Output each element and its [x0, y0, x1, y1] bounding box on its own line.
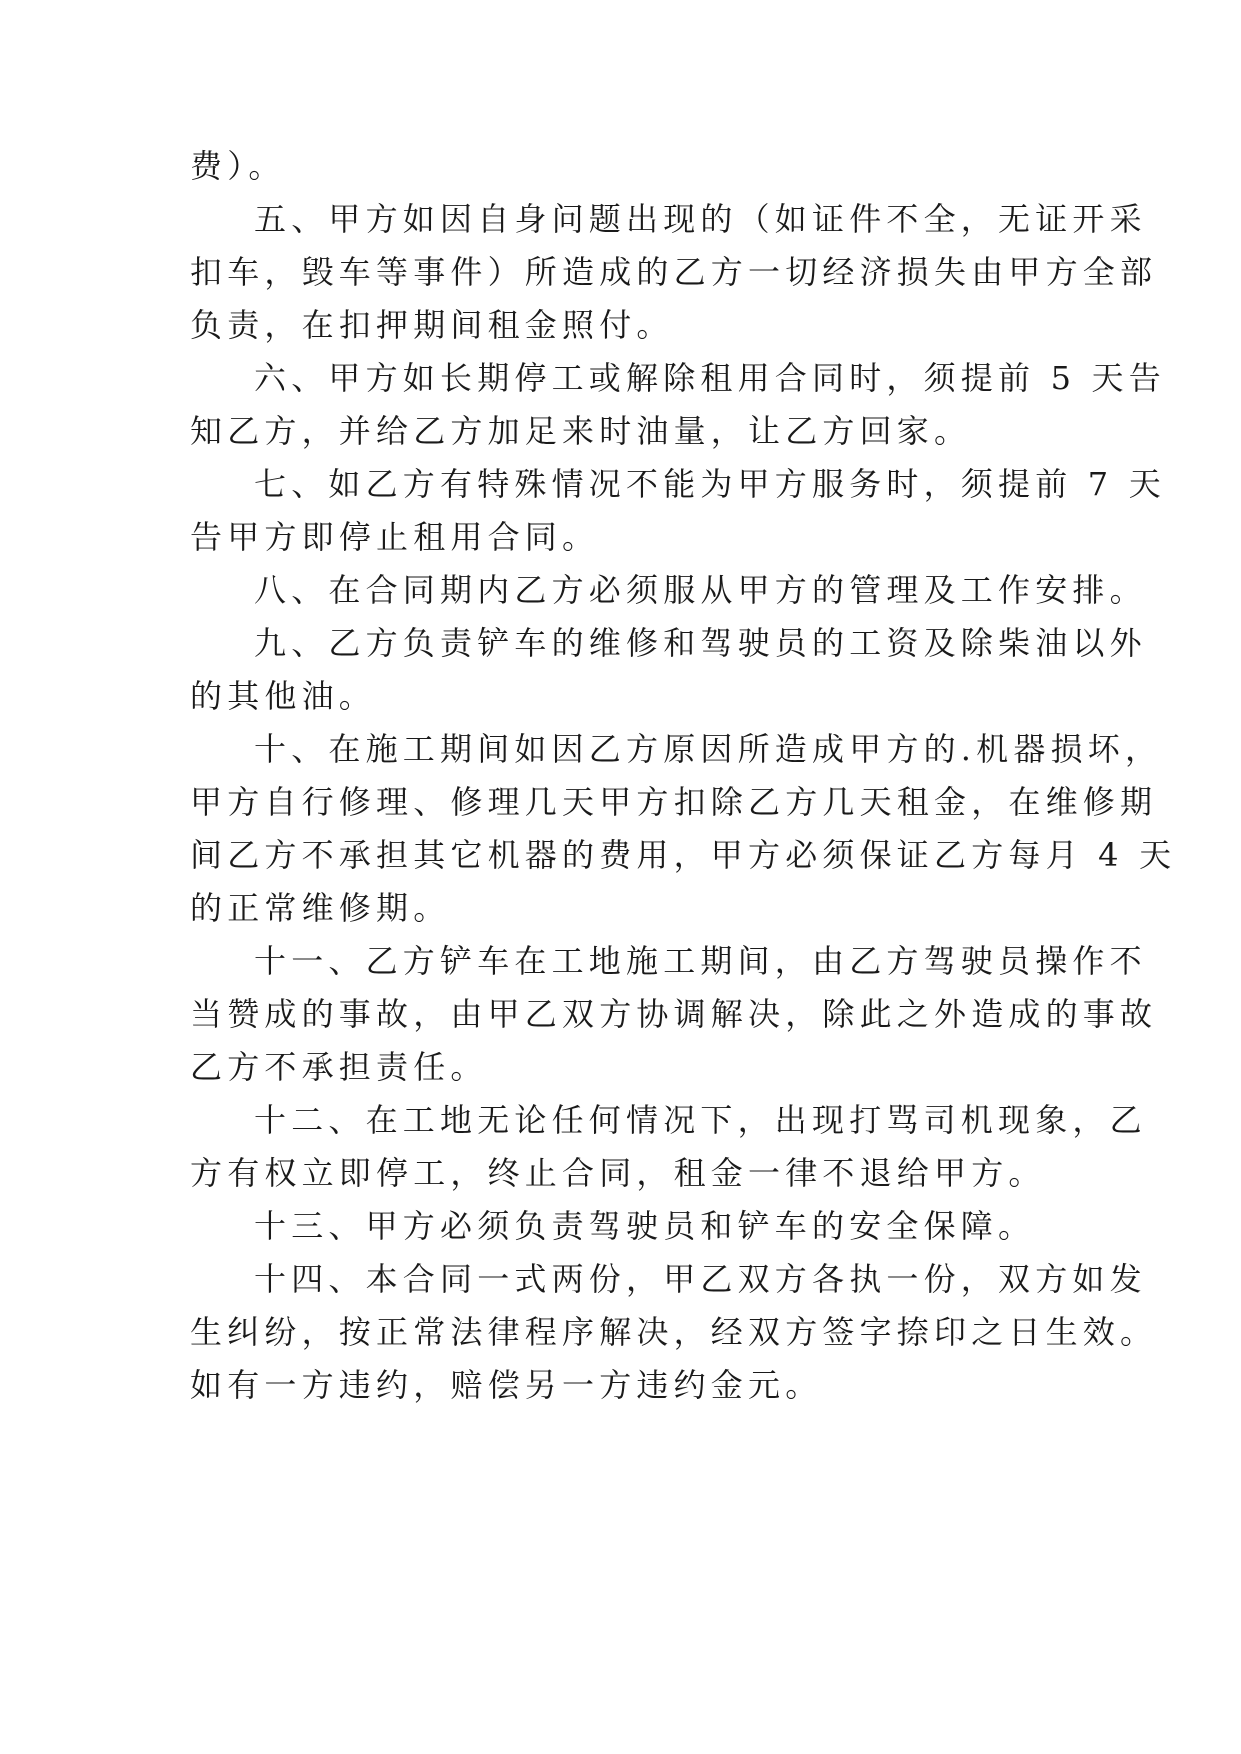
text-line: 费）。: [190, 147, 286, 185]
clause-9-line-1: 九、乙方负责铲车的维修和驾驶员的工资及除柴油以外: [254, 624, 1147, 662]
clause-7-line-2: 告甲方即停止租用合同。: [190, 518, 600, 556]
clause-10-line-1: 十、在施工期间如因乙方原因所造成甲方的.机器损坏，: [254, 730, 1163, 768]
clause-9-line-2: 的其他油。: [190, 677, 377, 715]
clause-5-line-1: 五、甲方如因自身问题出现的（如证件不全，无证开采: [254, 200, 1147, 238]
clause-14-line-3: 如有一方违约，赔偿另一方违约金元。: [190, 1366, 823, 1404]
clause-12-line-1: 十二、在工地无论任何情况下，出现打骂司机现象，乙: [254, 1101, 1147, 1139]
clause-6-line-1: 六、甲方如长期停工或解除租用合同时，须提前 5 天告: [254, 359, 1166, 397]
clause-6-line-2: 知乙方，并给乙方加足来时油量，让乙方回家。: [190, 412, 972, 450]
clause-14-line-1: 十四、本合同一式两份，甲乙双方各执一份，双方如发: [254, 1260, 1147, 1298]
clause-11-line-3: 乙方不承担责任。: [190, 1048, 488, 1086]
clause-13-line-1: 十三、甲方必须负责驾驶员和铲车的安全保障。: [254, 1207, 1036, 1245]
clause-8-line-1: 八、在合同期内乙方必须服从甲方的管理及工作安排。: [254, 571, 1147, 609]
clause-10-line-3: 间乙方不承担其它机器的费用，甲方必须保证乙方每月 4 天: [190, 836, 1177, 874]
clause-10-line-2: 甲方自行修理、修理几天甲方扣除乙方几天租金，在维修期: [190, 783, 1158, 821]
clause-5-line-2: 扣车，毁车等事件）所造成的乙方一切经济损失由甲方全部: [190, 253, 1158, 291]
clause-12-line-2: 方有权立即停工，终止合同，租金一律不退给甲方。: [190, 1154, 1046, 1192]
clause-11-line-1: 十一、乙方铲车在工地施工期间，由乙方驾驶员操作不: [254, 942, 1147, 980]
clause-10-line-4: 的正常维修期。: [190, 889, 451, 927]
clause-7-line-1: 七、如乙方有特殊情况不能为甲方服务时，须提前 7 天: [254, 465, 1166, 503]
clause-11-line-2: 当赞成的事故，由甲乙双方协调解决，除此之外造成的事故: [190, 995, 1158, 1033]
clause-14-line-2: 生纠纷，按正常法律程序解决，经双方签字捺印之日生效。: [190, 1313, 1158, 1351]
clause-5-line-3: 负责，在扣押期间租金照付。: [190, 306, 674, 344]
